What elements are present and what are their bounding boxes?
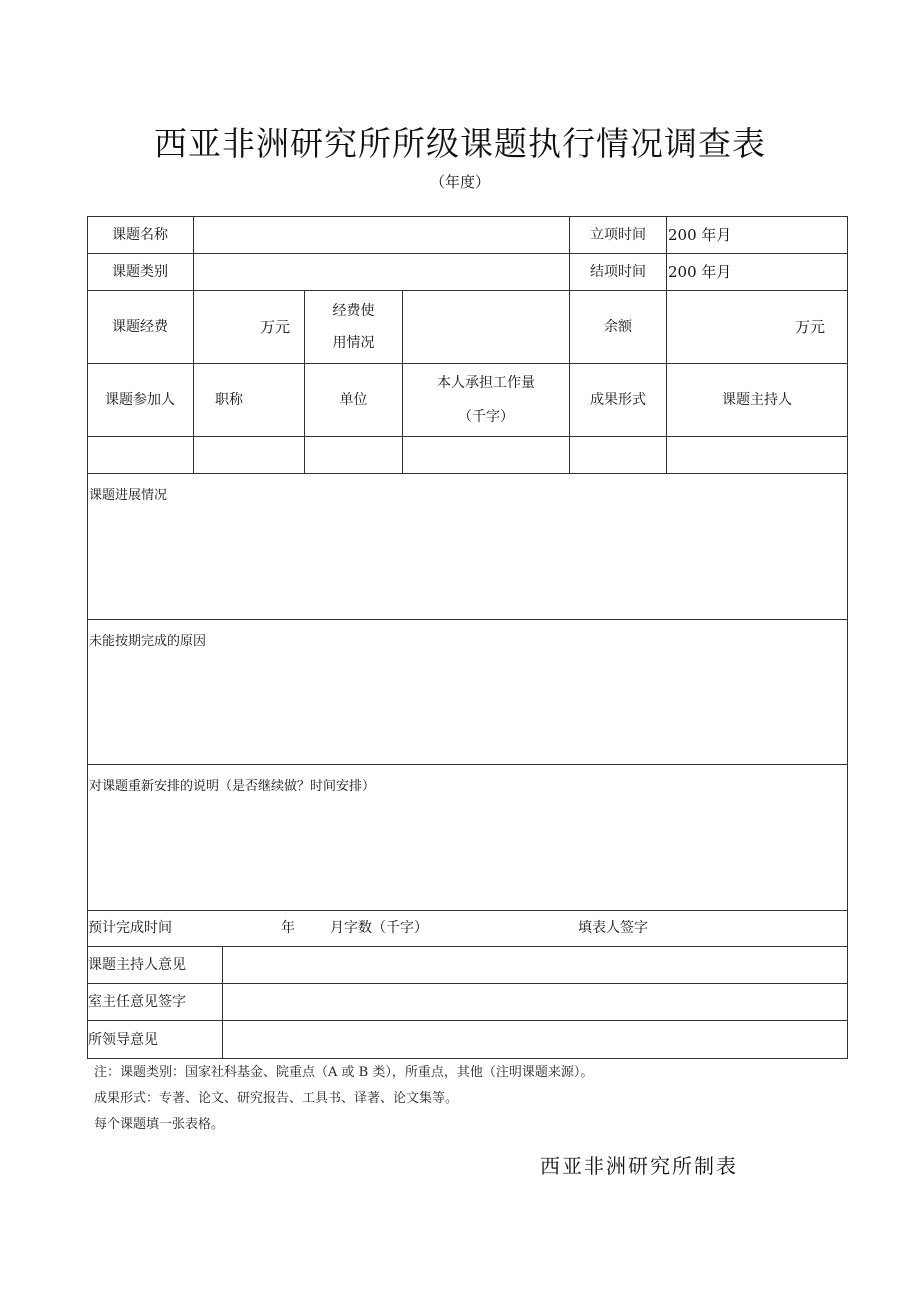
output-form-header: 成果形式 [590,391,646,408]
funds-usage-label-line2: 用情况 [332,334,375,351]
survey-form-table [87,216,848,1059]
funds-usage-field[interactable] [403,290,569,363]
host-header: 课题主持人 [722,391,792,408]
host-opinion-field[interactable] [223,947,847,983]
participant-name-field[interactable] [88,437,193,473]
director-sign-field[interactable] [223,984,847,1020]
participant-unit-field[interactable] [305,437,402,473]
end-date-value[interactable]: 200 年月 [668,262,732,281]
project-type-label: 课题类别 [112,263,168,280]
page-subtitle-year: （年度） [429,173,490,191]
delay-reason-section-label: 未能按期完成的原因 [89,634,207,649]
project-name-field[interactable] [194,216,569,253]
note-line-1: 注：课题类别：国家社科基金、院重点（A 或 B 类），所重点，其他（注明课题来源）。 [94,1065,594,1080]
rearrangement-section-label: 对课题重新安排的说明（是否继续做？时间安排） [89,779,376,794]
participant-host-field[interactable] [667,437,847,473]
delay-reason-section-field[interactable] [88,652,847,764]
signer-label: 填表人签字 [578,920,648,936]
progress-section-label: 课题进展情况 [89,488,168,503]
participant-output-field[interactable] [570,437,666,473]
participant-workload-field[interactable] [403,437,569,473]
row-divider [87,619,848,620]
host-opinion-label: 课题主持人意见 [88,956,186,973]
col-divider [666,216,667,290]
funds-usage-label [305,290,402,363]
word-count-label: 月字数（千字） [330,920,428,936]
row-divider [87,473,848,474]
title-header: 职称 [215,391,243,408]
form-maker-footer: 西亚非洲研究所制表 [540,1154,738,1178]
rearrangement-section-field[interactable] [88,797,847,909]
workload-header-line2: （千字） [458,408,514,425]
page-title: 西亚非洲研究所所级课题执行情况调查表 [154,124,766,163]
workload-header-line1: 本人承担工作量 [437,374,535,391]
director-sign-label: 室主任意见签字 [88,993,186,1010]
start-date-value[interactable]: 200 年月 [668,225,732,244]
completion-year-label: 年 [281,920,295,936]
end-date-label: 结项时间 [590,263,646,280]
participant-header: 课题参加人 [105,391,175,408]
completion-time-label: 预计完成时间 [88,920,172,936]
progress-section-field[interactable] [88,506,847,618]
funds-label: 课题经费 [112,318,168,335]
note-line-2: 成果形式：专著、论文、研究报告、工具书、译著、论文集等。 [94,1091,459,1106]
form-border-bottom [87,1058,848,1059]
unit-header: 单位 [339,391,368,408]
balance-value[interactable]: 万元 [794,317,825,336]
row-divider [87,764,848,765]
participant-title-field[interactable] [194,437,304,473]
leader-opinion-label: 所领导意见 [88,1031,158,1048]
start-date-label: 立项时间 [590,226,646,243]
project-name-label: 课题名称 [112,226,168,243]
form-border-right [847,216,848,1059]
balance-label: 余额 [604,318,632,335]
funds-value[interactable]: 万元 [259,317,290,336]
funds-usage-label-line1: 经费使 [332,302,375,319]
workload-header [403,363,569,436]
project-type-field[interactable] [194,253,569,290]
leader-opinion-field[interactable] [223,1021,847,1058]
note-line-3: 每个课题填一张表格。 [94,1117,225,1132]
